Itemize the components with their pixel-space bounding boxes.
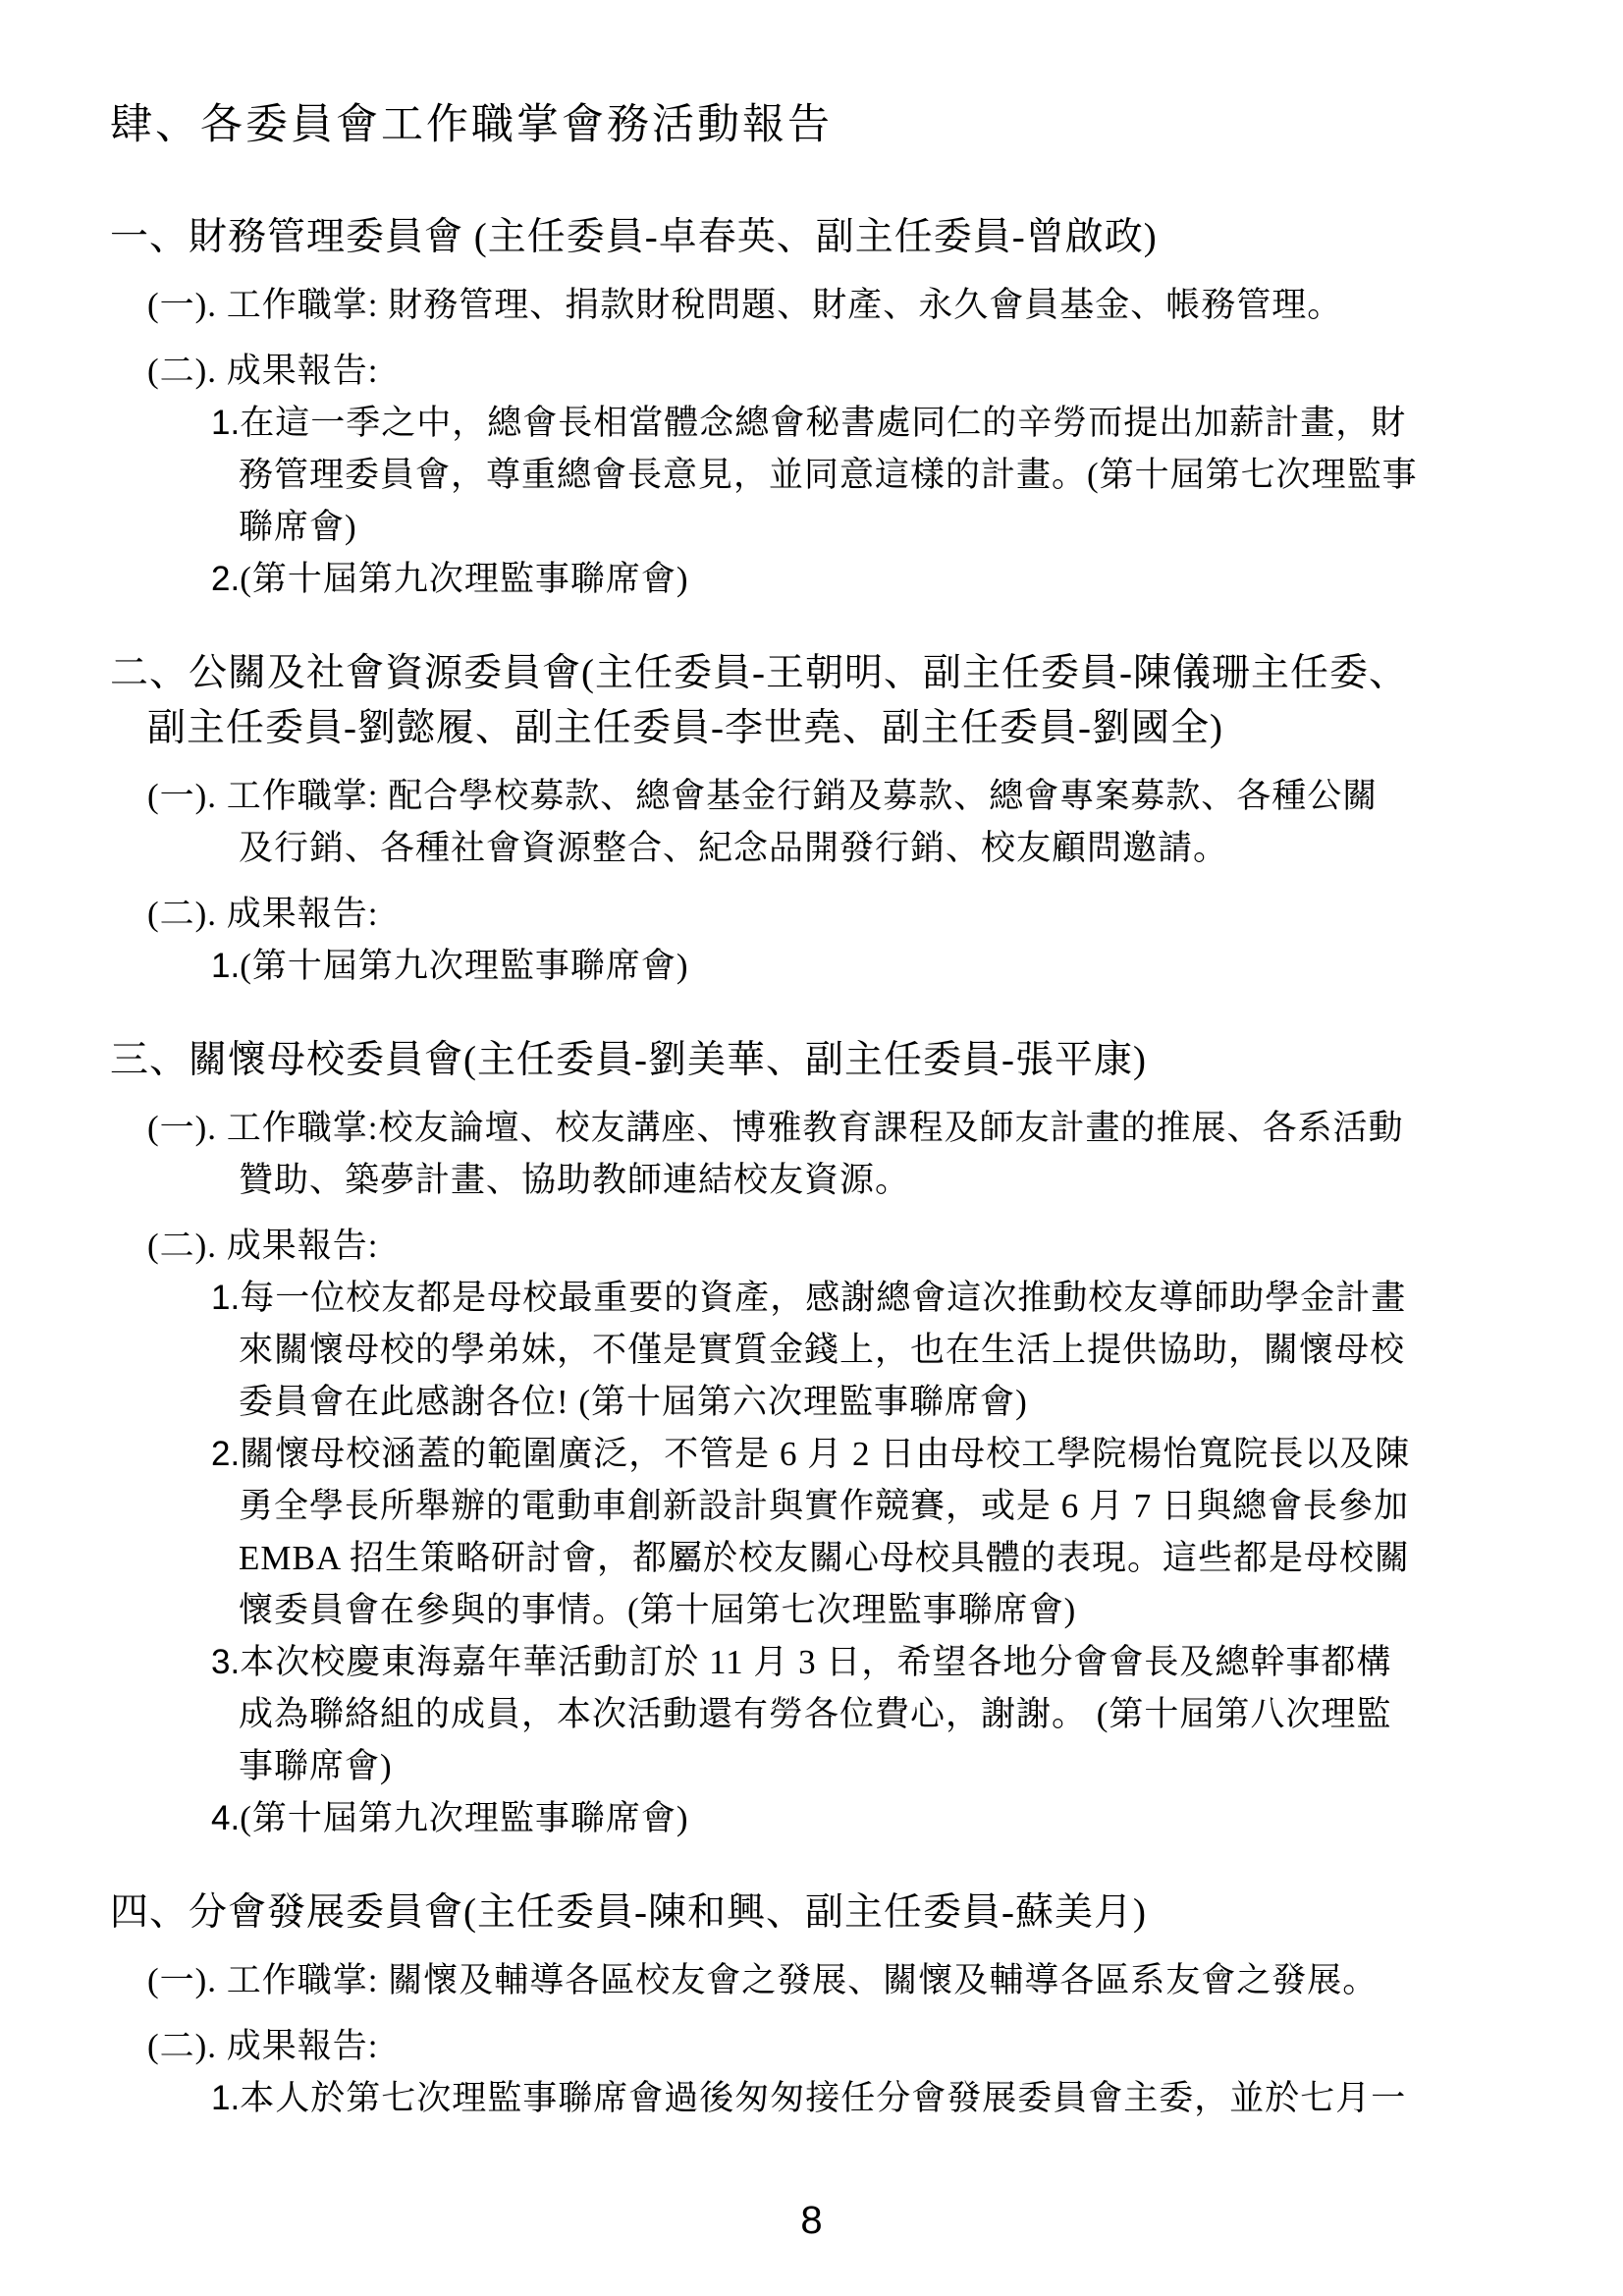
- duties-line-continuation: 及行銷、各種社會資源整合、紀念品開發行銷、校友顧問邀請。: [239, 829, 1229, 867]
- result-item-text: 關懷母校涵蓋的範圍廣泛，不管是 6 月 2 日由母校工學院楊怡寬院長以及陳: [240, 1435, 1411, 1473]
- document-title: 肆、各委員會工作職掌會務活動報告: [110, 102, 833, 148]
- result-item-text: (第十屆第九次理監事聯席會): [240, 560, 689, 598]
- result-item-text: 在這一季之中，總會長相當體念總會秘書處同仁的辛勞而提出加薪計畫，財: [240, 404, 1407, 442]
- section-branch-development-committee: [110, 1886, 1515, 2124]
- duties-line-continuation: 贊助、築夢計畫、協助教師連結校友資源。: [239, 1161, 911, 1199]
- results-label: (二). 成果報告:: [147, 895, 379, 933]
- result-item-continuation: 勇全學長所舉辦的電動車創新設計與實作競賽，或是 6 月 7 日與總會長參加: [239, 1487, 1410, 1525]
- section-heading: 四、分會發展委員會(主任委員-陳和興、副主任委員-蘇美月): [110, 1891, 1147, 1934]
- results-label: (二). 成果報告:: [147, 1227, 379, 1265]
- item-number: 1.: [211, 404, 241, 442]
- result-item: [110, 1636, 1515, 1688]
- result-item: [110, 2072, 1515, 2124]
- result-item-continuation: 事聯席會): [239, 1747, 393, 1785]
- result-item: [110, 1792, 1515, 1844]
- result-item: [110, 397, 1515, 449]
- duties-line: (一). 工作職掌:校友論壇、校友講座、博雅教育課程及師友計畫的推展、各系活動: [147, 1109, 1404, 1147]
- result-item-continuation: 聯席會): [239, 508, 357, 546]
- section-heading: 三、關懷母校委員會(主任委員-劉美華、副主任委員-張平康): [110, 1039, 1147, 1081]
- duties-line: (一). 工作職掌: 關懷及輔導各區校友會之發展、關懷及輔導各區系友會之發展。: [147, 1961, 1379, 1999]
- results-label: (二). 成果報告:: [147, 2027, 379, 2065]
- section-heading: 二、公關及社會資源委員會(主任委員-王朝明、副主任委員-陳儀珊主任委、: [110, 652, 1408, 694]
- result-item-continuation: 來關懷母校的學弟妹，不僅是實質金錢上，也在生活上提供協助，關懷母校: [239, 1331, 1406, 1369]
- result-item-text: 本人於第七次理監事聯席會過後匆匆接任分會發展委員會主委，並於七月一: [240, 2079, 1407, 2117]
- section-alma-mater-care-committee: [110, 1033, 1515, 1844]
- result-item-text: 每一位校友都是母校最重要的資產，感謝總會這次推動校友導師助學金計畫: [240, 1279, 1407, 1317]
- result-item: [110, 1428, 1515, 1480]
- item-number: 2.: [211, 560, 241, 598]
- result-item: [110, 553, 1515, 605]
- item-number: 2.: [211, 1435, 241, 1473]
- item-number: 1.: [211, 947, 241, 985]
- item-number: 3.: [211, 1643, 241, 1681]
- result-item: [110, 940, 1515, 992]
- item-number: 4.: [211, 1799, 241, 1837]
- result-item-continuation: 委員會在此感謝各位! (第十屆第六次理監事聯席會): [239, 1383, 1028, 1421]
- result-item-continuation: EMBA 招生策略研討會，都屬於校友關心母校具體的表現。這些都是母校關: [239, 1539, 1410, 1577]
- result-item: [110, 1272, 1515, 1324]
- section-heading-continuation: 副主任委員-劉懿履、副主任委員-李世堯、副主任委員-劉國全): [147, 707, 1223, 749]
- result-item-text: 本次校慶東海嘉年華活動訂於 11 月 3 日，希望各地分會會長及總幹事都構: [240, 1643, 1392, 1681]
- item-number: 1.: [211, 2079, 241, 2117]
- item-number: 1.: [211, 1279, 241, 1317]
- section-finance-committee: [110, 210, 1515, 605]
- result-item-text: (第十屆第九次理監事聯席會): [240, 947, 689, 985]
- result-item-text: (第十屆第九次理監事聯席會): [240, 1799, 689, 1837]
- result-item-continuation: 成為聯絡組的成員，本次活動還有勞各位費心，謝謝。 (第十屆第八次理監: [239, 1695, 1392, 1733]
- page-number: 8: [800, 2199, 823, 2242]
- section-pr-resources-committee: [110, 646, 1515, 992]
- section-heading: 一、財務管理委員會 (主任委員-卓春英、副主任委員-曾啟政): [110, 216, 1158, 258]
- duties-line: (一). 工作職掌: 財務管理、捐款財稅問題、財產、永久會員基金、帳務管理。: [147, 286, 1343, 324]
- result-item-continuation: 務管理委員會，尊重總會長意見，並同意這樣的計畫。(第十屆第七次理監事: [239, 456, 1418, 494]
- duties-line: (一). 工作職掌: 配合學校募款、總會基金行銷及募款、總會專案募款、各種公關: [147, 777, 1379, 815]
- results-label: (二). 成果報告:: [147, 352, 379, 390]
- result-item-continuation: 懷委員會在參與的事情。(第十屆第七次理監事聯席會): [239, 1591, 1077, 1629]
